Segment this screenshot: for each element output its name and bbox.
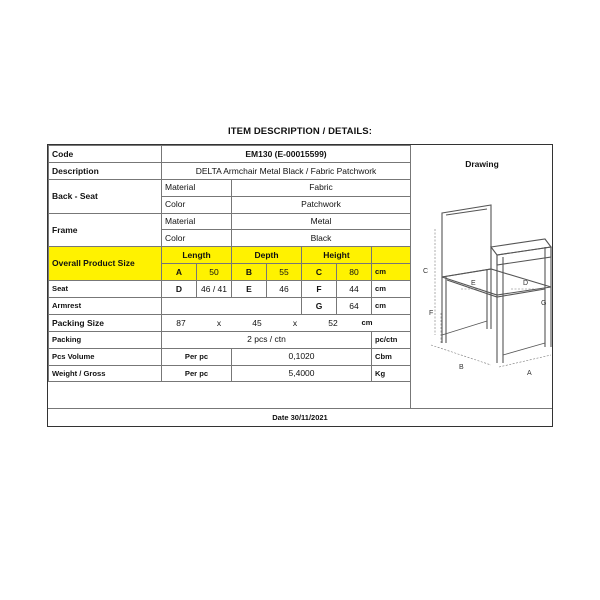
frame-material-row: [49, 213, 411, 230]
label-e: E: [471, 280, 476, 287]
back-seat-material-row: [49, 179, 411, 196]
frame-material-value: Metal: [232, 213, 411, 230]
backrest-shape: [442, 205, 491, 277]
dim-e-letter: E: [232, 281, 267, 298]
armrest-row: [49, 298, 411, 315]
packing-value: 2 pcs / ctn: [162, 331, 372, 348]
back-seat-label: Back - Seat: [49, 179, 162, 213]
armrest-blank: [162, 298, 302, 315]
description-row: [49, 162, 411, 179]
pcs-volume-per: Per pc: [162, 348, 232, 365]
drawing-title: Drawing: [465, 159, 499, 169]
pcs-volume-value: 0,1020: [232, 348, 372, 365]
back-seat-color-key: Color: [162, 196, 232, 213]
packing-width: 45: [252, 317, 262, 328]
front-right-leg: [545, 247, 551, 347]
packing-label: Packing: [49, 331, 162, 348]
back-seat-material-key: Material: [162, 179, 232, 196]
packing-size-unit: cm: [361, 318, 373, 328]
packing-size-row: [49, 314, 411, 331]
overall-header-blank: [372, 247, 411, 264]
dim-d-value: 46 / 41: [197, 281, 232, 298]
document-title: ITEM DESCRIPTION / DETAILS:: [228, 126, 372, 137]
depth-header: Depth: [232, 247, 302, 264]
frame-color-key: Color: [162, 230, 232, 247]
overall-size-label: Overall Product Size: [49, 247, 162, 281]
weight-per: Per pc: [162, 365, 232, 382]
armrest-label: Armrest: [49, 298, 162, 315]
back-seat-color-value: Patchwork: [232, 196, 411, 213]
seat-unit: cm: [372, 281, 411, 298]
dim-f-letter: F: [302, 281, 337, 298]
frame-label: Frame: [49, 213, 162, 247]
dim-c-value: 80: [337, 264, 372, 281]
weight-unit: Kg: [372, 365, 411, 382]
spec-sheet: [47, 144, 553, 427]
packing-x-2: x: [292, 317, 298, 328]
label-a: A: [527, 370, 532, 377]
label-d: D: [523, 280, 529, 287]
label-f: F: [429, 310, 434, 317]
seat-row: [49, 281, 411, 298]
pcs-volume-unit: Cbm: [372, 348, 411, 365]
packing-size-label: Packing Size: [49, 314, 162, 331]
weight-label: Weight / Gross: [49, 365, 162, 382]
back-seat-material-value: Fabric: [232, 179, 411, 196]
weight-row: [49, 365, 411, 382]
pcs-volume-label: Pcs Volume: [49, 348, 162, 365]
armrest-top: [497, 247, 551, 265]
armrest-unit: cm: [372, 298, 411, 315]
packing-size-values: [162, 314, 411, 331]
frame-color-value: Black: [232, 230, 411, 247]
code-row: [49, 146, 411, 163]
label-g: G: [541, 300, 547, 307]
packing-length: 87: [176, 317, 186, 328]
frame-material-key: Material: [162, 213, 232, 230]
pcs-volume-row: [49, 348, 411, 365]
dim-f-value: 44: [337, 281, 372, 298]
packing-height: 52: [328, 317, 338, 328]
drawing-panel: [410, 145, 552, 408]
dim-a-letter: A: [162, 264, 197, 281]
height-header: Height: [302, 247, 372, 264]
armrest-upper: [491, 239, 551, 255]
dim-d-letter: D: [162, 281, 197, 298]
label-c: C: [423, 268, 429, 275]
packing-x-1: x: [216, 317, 222, 328]
packing-unit: pc/ctn: [372, 331, 411, 348]
dim-b-letter: B: [232, 264, 267, 281]
armchair-diagram: [411, 185, 553, 395]
dim-g-letter: G: [302, 298, 337, 315]
dim-line-b: [431, 345, 491, 365]
dim-c-letter: C: [302, 264, 337, 281]
overall-header-row: [49, 247, 411, 264]
backrest-top-edge: [446, 209, 487, 215]
date-footer: Date 30/11/2021: [48, 408, 552, 427]
dim-a-value: 50: [197, 264, 232, 281]
overall-unit: cm: [372, 264, 411, 281]
back-right-leg: [487, 269, 491, 329]
dim-g-value: 64: [337, 298, 372, 315]
description-label: Description: [49, 162, 162, 179]
dim-line-a: [499, 355, 551, 367]
code-value: EM130 (E-00015599): [162, 146, 411, 163]
dim-e-value: 46: [267, 281, 302, 298]
packing-row: [49, 331, 411, 348]
weight-value: 5,4000: [232, 365, 372, 382]
description-value: DELTA Armchair Metal Black / Fabric Patchwork: [162, 162, 411, 179]
dim-b-value: 55: [267, 264, 302, 281]
back-left-leg: [442, 277, 446, 343]
seat-label: Seat: [49, 281, 162, 298]
code-label: Code: [49, 146, 162, 163]
front-rail: [503, 343, 545, 355]
side-rail: [442, 321, 487, 335]
label-b: B: [459, 364, 464, 371]
spec-table: [48, 145, 411, 382]
length-header: Length: [162, 247, 232, 264]
